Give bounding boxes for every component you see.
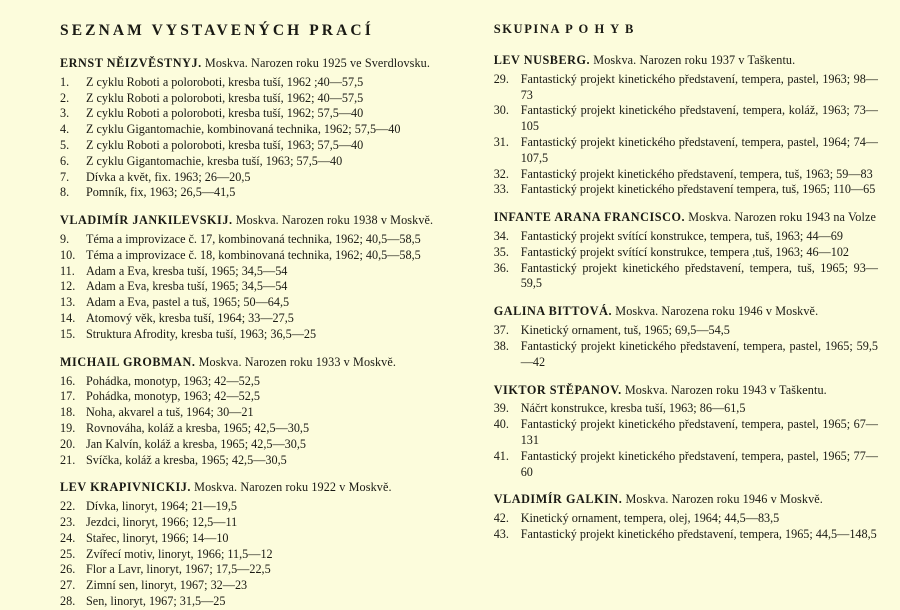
work-item — [60, 421, 462, 437]
work-item — [494, 511, 878, 527]
work-number: 25. — [60, 546, 76, 561]
work-description: Fantastický projekt kinetického představení tempera, tuš, 1965; 110—65 — [520, 182, 876, 197]
work-item — [60, 437, 462, 453]
left-artist-list — [60, 56, 462, 610]
work-list — [494, 72, 878, 198]
artist-heading — [494, 210, 878, 226]
work-item — [494, 135, 878, 167]
artist-name: ERNST NĚIZVĚSTNYJ. — [60, 56, 202, 70]
artist-bio: Moskva. Narozena roku 1946 v Moskvě. — [612, 304, 819, 319]
work-number: 36. — [493, 260, 509, 275]
work-item — [60, 232, 462, 248]
work-list — [60, 75, 462, 201]
work-item — [60, 91, 462, 107]
work-item — [494, 103, 878, 135]
work-description: Z cyklu Gigantomachie, kombinovaná technika, 1962; 57,5—40 — [86, 122, 401, 137]
work-number: 5. — [60, 138, 70, 153]
work-item — [494, 72, 878, 104]
artist-heading — [494, 492, 878, 508]
work-item — [494, 261, 878, 293]
artist-bio: Moskva. Narozen roku 1938 v Moskvě. — [232, 213, 434, 228]
work-number: 10. — [60, 247, 76, 262]
work-description: Fantastický projekt kinetického představení, tempera, tuš, 1965; 93—59,5 — [520, 260, 878, 291]
work-number: 42. — [493, 511, 509, 526]
work-list — [494, 401, 878, 480]
artist-heading — [494, 383, 878, 399]
work-item — [60, 279, 462, 295]
work-item — [494, 229, 878, 245]
work-number: 21. — [60, 452, 76, 467]
artist-heading — [60, 355, 462, 371]
work-number: 32. — [493, 166, 509, 181]
work-description: Z cyklu Gigantomachie, kresba tuší, 1963; 57,5—40 — [86, 153, 343, 168]
work-description: Z cyklu Roboti a poloroboti, kresba tuší, 1962 ;40—57,5 — [86, 74, 364, 89]
work-number: 13. — [60, 295, 76, 310]
work-number: 30. — [493, 103, 509, 118]
work-number: 6. — [60, 153, 70, 168]
work-item — [494, 167, 878, 183]
work-item — [494, 417, 878, 449]
work-description: Adam a Eva, pastel a tuš, 1965; 50—64,5 — [86, 295, 290, 310]
work-number: 3. — [60, 106, 70, 121]
work-number: 24. — [60, 530, 76, 545]
artist-bio: Moskva. Narozen roku 1946 v Moskvě. — [622, 492, 823, 507]
work-number: 27. — [60, 578, 76, 593]
work-description: Pomník, fix, 1963; 26,5—41,5 — [86, 185, 236, 200]
work-description: Z cyklu Roboti a poloroboti, kresba tuší, 1962; 57,5—40 — [86, 106, 364, 121]
work-item — [60, 405, 462, 421]
work-item — [60, 499, 462, 515]
artist-bio: Moskva. Narozen roku 1925 ve Sverdlovsku. — [201, 56, 431, 70]
work-item — [60, 264, 462, 280]
work-description: Atomový věk, kresba tuší, 1964; 33—27,5 — [86, 311, 294, 326]
work-number: 14. — [60, 311, 76, 326]
work-item — [494, 401, 878, 417]
page-title: SEZNAM VYSTAVENÝCH PRACÍ — [60, 22, 374, 39]
artist-heading — [60, 480, 462, 496]
work-item — [494, 527, 878, 543]
artist-name: LEV KRAPIVNICKIJ. — [60, 480, 192, 495]
work-description: Dívka a květ, fix. 1963; 26—20,5 — [86, 169, 251, 184]
left-column — [14, 18, 480, 608]
artist-heading — [494, 304, 878, 320]
work-description: Fantastický projekt kinetického představení, tempera, tuš, 1963; 59—83 — [520, 166, 873, 181]
artist-heading — [494, 53, 878, 69]
work-number: 40. — [493, 417, 509, 432]
work-item — [60, 389, 462, 405]
work-item — [60, 75, 462, 91]
work-description: Z cyklu Roboti a poloroboti, kresba tuší, 1962; 40—57,5 — [86, 90, 364, 105]
work-description: Pohádka, monotyp, 1963; 42—52,5 — [86, 389, 261, 404]
artist-bio: Moskva. Narozen roku 1937 v Taškentu. — [590, 53, 796, 67]
work-item — [494, 245, 878, 261]
work-description: Rovnováha, koláž a kresba, 1965; 42,5—30,5 — [86, 420, 310, 435]
work-number: 17. — [60, 389, 76, 404]
work-item — [60, 594, 462, 610]
work-number: 37. — [493, 323, 509, 338]
work-description: Adam a Eva, kresba tuší, 1965; 34,5—54 — [86, 279, 288, 294]
work-description: Pohádka, monotyp, 1963; 42—52,5 — [86, 373, 261, 388]
work-item — [60, 327, 462, 343]
artist-bio: Moskva. Narozen roku 1943 na Volze — [685, 210, 876, 225]
work-number: 18. — [60, 405, 76, 420]
work-item — [60, 154, 462, 170]
right-column — [480, 18, 886, 590]
work-item — [60, 531, 462, 547]
work-description: Téma a improvizace č. 18, kombinovaná technika, 1962; 40,5—58,5 — [86, 247, 421, 262]
artist-bio: Moskva. Narozen roku 1943 v Taškentu. — [621, 382, 827, 397]
work-description: Struktura Afrodity, kresba tuší, 1963; 36,5—25 — [86, 326, 317, 341]
work-description: Fantastický projekt kinetického představení, tempera, pastel, 1965; 67—131 — [520, 417, 878, 447]
work-list — [494, 511, 878, 543]
work-item — [494, 449, 878, 481]
work-description: Fantastický projekt svítící konstrukce, tempera, tuš, 1963; 44—69 — [520, 229, 843, 244]
work-list — [494, 229, 878, 292]
work-description: Jezdci, linoryt, 1966; 12,5—11 — [86, 514, 238, 529]
work-item — [60, 106, 462, 122]
work-description: Dívka, linoryt, 1964; 21—19,5 — [86, 499, 237, 514]
work-number: 9. — [60, 232, 70, 247]
work-number: 23. — [60, 514, 76, 529]
work-item — [60, 122, 462, 138]
work-description: Fantastický projekt kinetického představení, tempera, pastel, 1965; 77—60 — [520, 448, 878, 479]
work-description: Téma a improvizace č. 17, kombinovaná technika, 1962; 40,5—58,5 — [86, 232, 421, 247]
work-description: Jan Kalvín, koláž a kresba, 1965; 42,5—30,5 — [86, 436, 307, 451]
work-number: 26. — [60, 562, 76, 577]
work-number: 35. — [493, 244, 509, 259]
work-number: 19. — [60, 420, 76, 435]
work-item — [60, 138, 462, 154]
work-number: 8. — [60, 185, 70, 200]
work-number: 33. — [493, 182, 509, 197]
work-number: 28. — [60, 593, 76, 608]
work-description: Kinetický ornament, tempera, olej, 1964; 44,5—83,5 — [520, 511, 780, 526]
artist-heading — [60, 56, 462, 72]
work-description: Kinetický ornament, tuš, 1965; 69,5—54,5 — [520, 323, 730, 338]
work-number: 38. — [493, 338, 509, 353]
work-number: 29. — [493, 71, 509, 86]
work-item — [60, 515, 462, 531]
right-artist-list — [494, 53, 878, 543]
work-item — [60, 374, 462, 390]
work-description: Stařec, linoryt, 1966; 14—10 — [86, 530, 229, 545]
work-description: Sen, linoryt, 1967; 31,5—25 — [86, 593, 226, 608]
work-number: 15. — [60, 326, 76, 341]
work-item — [60, 185, 462, 201]
work-number: 39. — [493, 401, 509, 416]
work-number: 20. — [60, 436, 76, 451]
work-description: Fantastický projekt kinetického představení, tempera, pastel, 1963; 98—73 — [520, 71, 878, 102]
artist-name: INFANTE ARANA FRANCISCO. — [493, 210, 686, 225]
work-item — [60, 295, 462, 311]
work-list — [60, 374, 462, 469]
artist-bio: Moskva. Narozen roku 1922 v Moskvě. — [191, 480, 392, 495]
work-number: 16. — [60, 373, 76, 388]
work-number: 4. — [60, 122, 70, 137]
work-item — [494, 182, 878, 198]
artist-heading — [60, 213, 462, 229]
work-list — [494, 323, 878, 370]
section-title-skupina-pohyb: SKUPINA P O H Y B — [493, 22, 635, 36]
work-item — [60, 578, 462, 594]
work-description: Noha, akvarel a tuš, 1964; 30—21 — [86, 405, 254, 420]
work-number: 11. — [60, 263, 75, 278]
work-list — [60, 499, 462, 610]
work-description: Adam a Eva, kresba tuší, 1965; 34,5—54 — [86, 263, 288, 278]
work-number: 34. — [493, 229, 509, 244]
artist-name: LEV NUSBERG. — [493, 53, 591, 67]
work-description: Zvířecí motiv, linoryt, 1966; 11,5—12 — [86, 546, 273, 561]
work-item — [60, 248, 462, 264]
work-number: 41. — [493, 448, 509, 463]
work-description: Flor a Lavr, linoryt, 1967; 17,5—22,5 — [86, 562, 271, 577]
work-number: 12. — [60, 279, 76, 294]
work-description: Fantastický projekt kinetického představení, tempera, 1965; 44,5—148,5 — [520, 527, 877, 542]
work-item — [60, 562, 462, 578]
artist-name: MICHAIL GROBMAN. — [60, 354, 196, 369]
work-description: Svíčka, koláž a kresba, 1965; 42,5—30,5 — [86, 452, 287, 467]
work-number: 1. — [60, 74, 70, 89]
work-item — [60, 453, 462, 469]
work-description: Fantastický projekt kinetického představení, tempera, pastel, 1964; 74—107,5 — [520, 135, 878, 165]
work-number: 31. — [493, 135, 509, 150]
artist-name: GALINA BITTOVÁ. — [493, 304, 613, 319]
work-item — [60, 170, 462, 186]
work-description: Z cyklu Roboti a poloroboti, kresba tuší, 1963; 57,5—40 — [86, 138, 364, 153]
work-number: 2. — [60, 90, 70, 105]
artist-name: VLADIMÍR JANKILEVSKIJ. — [60, 213, 233, 228]
artist-bio: Moskva. Narozen roku 1933 v Moskvě. — [195, 354, 397, 369]
work-item — [60, 311, 462, 327]
work-item — [494, 339, 878, 371]
work-number: 7. — [60, 169, 70, 184]
work-number: 22. — [60, 499, 76, 514]
work-item — [494, 323, 878, 339]
artist-name: VLADIMÍR GALKIN. — [493, 492, 623, 507]
work-description: Fantastický projekt svítící konstrukce, tempera ,tuš, 1963; 46—102 — [520, 244, 850, 259]
work-item — [60, 547, 462, 563]
work-description: Zimní sen, linoryt, 1967; 32—23 — [86, 578, 248, 593]
artist-name: VIKTOR STĚPANOV. — [493, 382, 622, 397]
work-number: 43. — [493, 527, 509, 542]
work-description: Fantastický projekt kinetického představení, tempera, koláž, 1963; 73—105 — [520, 103, 878, 134]
work-description: Fantastický projekt kinetického představení, tempera, pastel, 1965; 59,5—42 — [520, 338, 878, 369]
work-description: Náčrt konstrukce, kresba tuší, 1963; 86—61,5 — [520, 401, 746, 416]
work-list — [60, 232, 462, 343]
